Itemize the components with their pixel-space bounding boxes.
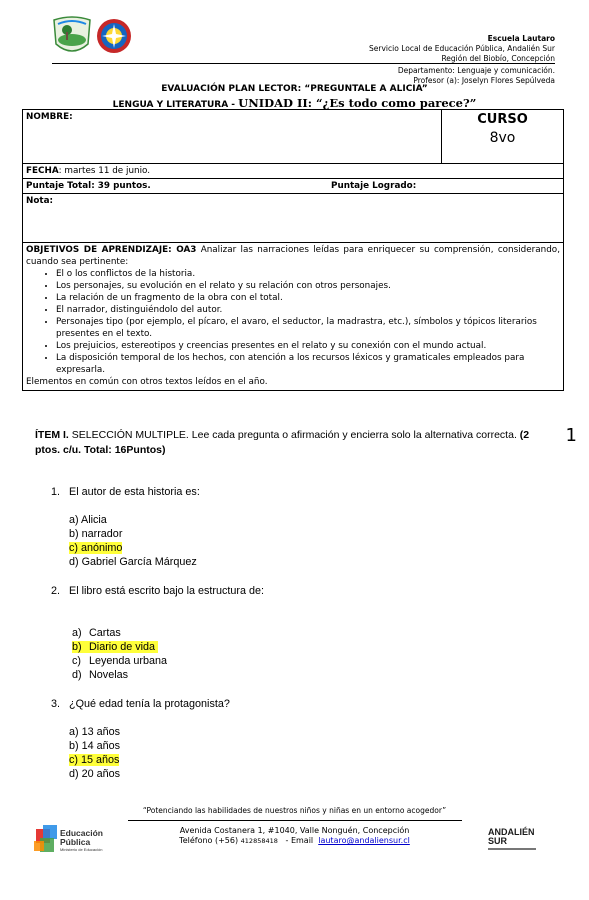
option-d[interactable]: Novelas [89,669,129,681]
department: Departamento: Lenguaje y comunicación. [397,66,555,75]
school-name: Escuela Lautaro [487,34,555,43]
objetivos-list [26,268,560,376]
email-label: - Email [277,836,319,845]
list-item: • Los personajes, su evolución en el relato y su relación con otros personajes. [56,280,560,292]
option-a[interactable]: a) Alicia [69,514,107,526]
student-info-table [22,109,564,391]
subject-label: LENGUA Y LITERATURA - [112,100,239,110]
header-divider [52,63,555,64]
fecha-value: : martes 11 de junio. [58,166,151,176]
option-c[interactable]: Leyenda urbana [89,655,168,667]
list-item: • Personajes tipo (por ejemplo, el pícaro, el avaro, el seductor, la madrastra, etc.), símbolos y tópicos literarios presentes en el texto. [56,316,560,340]
as-logo-bar [488,848,536,850]
objetivos-text: Analizar las narraciones leídas para enriquecer su comprensión, considerando, cuando sea pertinente: [26,245,560,267]
nombre-cell[interactable] [23,110,442,164]
curso-cell [442,110,564,164]
department-info [398,66,555,86]
puntaje-total: Puntaje Total: 39 puntos. [26,181,151,191]
option-b-text: Diario de vida [89,641,156,653]
curso-label: CURSO [477,112,528,127]
curso-value: 8vo [489,130,516,146]
fecha-label: FECHA [26,166,59,176]
option-a-letter: a) [72,627,82,639]
ep-logo-mark-icon [34,825,60,855]
item-label: ÍTEM I. [35,429,69,441]
ep-logo-line2: Pública [60,837,91,847]
school-logo [52,14,134,58]
puntaje-cell [23,179,564,194]
option-c-letter: c) [72,655,81,667]
list-item: • El o los conflictos de la historia. [56,268,560,280]
address: Avenida Costanera 1, #1040, Valle Nonguén, Concepción [179,826,410,835]
objetivos-label: OBJETIVOS DE APRENDIZAJE: OA3 [26,245,197,255]
option-a[interactable]: Cartas [89,627,121,639]
nombre-label: NOMBRE: [26,112,73,122]
service-name: Servicio Local de Educación Pública, Andalién Sur [369,44,555,53]
evaluation-title: EVALUACIÓN PLAN LECTOR: “PREGUNTALE A ALICIA” [161,84,428,94]
option-c-highlighted[interactable]: c) 15 años [69,754,120,766]
unit-title [0,96,589,110]
footer-divider [128,820,462,821]
header-info [369,34,555,64]
option-b-letter: b) [72,641,82,653]
list-item: • La disposición temporal de los hechos, con atención a los recursos léxicos y gramaticales empleados para expresarla. [56,352,560,376]
question-text: ¿Qué edad tenía la protagonista? [69,698,230,710]
phone-number: 412858418 [240,837,278,845]
item-instructions: SELECCIÓN MULTIPLE. Lee cada pregunta o afirmación y encierra solo la alternativa correcta. [68,429,520,441]
as-logo-line2: SUR [488,836,508,846]
question-text: El libro está escrito bajo la estructura de: [69,585,265,597]
objetivos-footer: Elementos en común con otros textos leídos en el año. [26,377,268,387]
question-number: 1. [51,486,61,498]
option-a[interactable]: a) 13 años [69,726,121,738]
page-number: 1 [565,425,577,446]
andalien-sur-logo [488,828,536,850]
item-heading [35,428,535,458]
unit-label: UNIDAD II: “¿Es todo como parece?” [238,96,477,110]
option-b-highlighted[interactable] [72,641,158,653]
option-b[interactable]: b) 14 años [69,740,121,752]
puntaje-logrado-label[interactable]: Puntaje Logrado: [331,181,417,191]
region-name: Región del Biobío, Concepción [441,54,555,63]
option-b[interactable]: b) narrador [69,528,123,540]
question-text: El autor de esta historia es: [69,486,200,498]
objetivos-cell [23,243,564,391]
option-d[interactable]: d) Gabriel García Márquez [69,556,197,568]
list-item: • La relación de un fragmento de la obra con el total. [56,292,560,304]
footer-quote: “Potenciando las habilidades de nuestros niños y niñas en un entorno acogedor” [142,806,447,815]
option-d-letter: d) [72,669,82,681]
item-points: (2 ptos. c/u. Total: 16Puntos) [35,429,530,456]
question-number: 2. [51,585,61,597]
option-d[interactable]: d) 20 años [69,768,121,780]
ep-logo-line1: Educación [60,828,103,838]
list-item: • El narrador, distinguiéndolo del autor. [56,304,560,316]
email-link[interactable]: lautaro@andaliensur.cl [318,836,410,845]
fecha-cell [23,164,564,179]
nota-cell[interactable] [23,194,564,243]
phone-label: Teléfono (+56) [179,836,241,845]
teacher: Profesor (a): Joselyn Flores Sepúlveda [413,76,555,85]
as-logo-line1: ANDALIÉN [488,827,535,837]
nota-label: Nota: [26,196,54,206]
list-item: • Los prejuicios, estereotipos y creencias presentes en el relato y su conexión con el mundo actual. [56,340,560,352]
question-number: 3. [51,698,61,710]
option-c-highlighted[interactable]: c) anónimo [69,542,123,554]
ep-logo-line3: Ministerio de Educación [60,847,103,852]
